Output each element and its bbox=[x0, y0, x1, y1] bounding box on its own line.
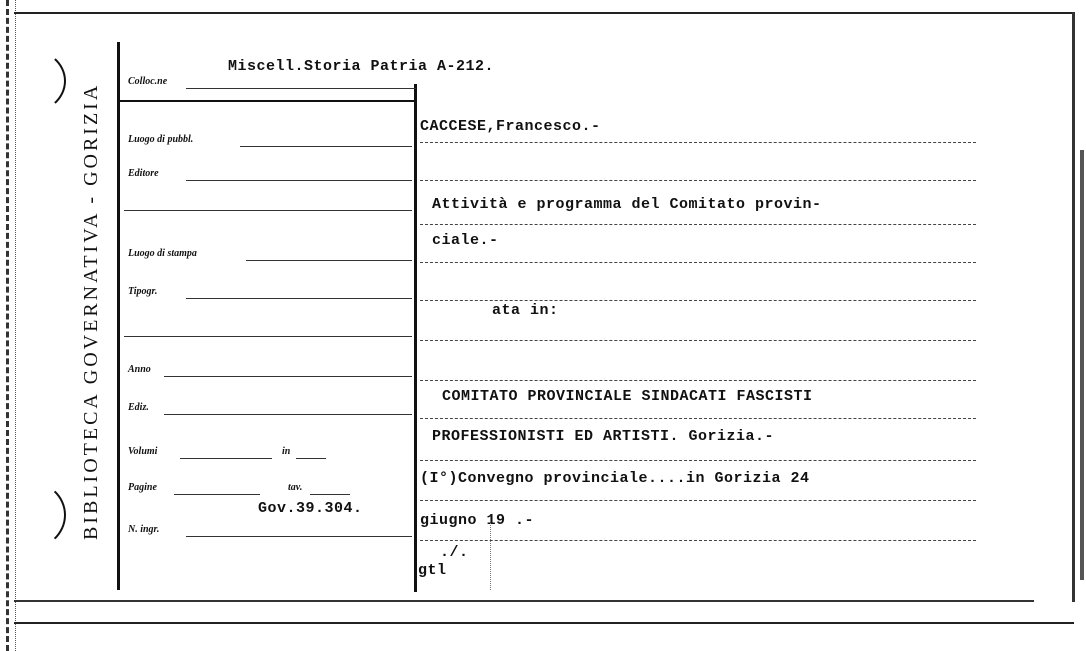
library-name-vertical: BIBLIOTECA GOVERNATIVA - GORIZIA bbox=[80, 82, 102, 540]
rule-collocazione bbox=[186, 88, 416, 89]
right-rule-9 bbox=[420, 460, 976, 461]
label-luogo-stampa: Luogo di stampa bbox=[128, 248, 197, 259]
rule-n-ingr bbox=[186, 536, 412, 537]
card-bottom-border bbox=[14, 600, 1034, 602]
label-tav: tav. bbox=[288, 482, 303, 493]
typed-title-line1: Attività e programma del Comitato provin- bbox=[432, 196, 822, 213]
next-card-top-border bbox=[14, 622, 1074, 624]
rule-tav bbox=[310, 494, 350, 495]
label-ediz: Ediz. bbox=[128, 402, 149, 413]
rule-editore-2 bbox=[124, 210, 412, 211]
card-right-border bbox=[1072, 12, 1075, 602]
punch-hole-top bbox=[0, 48, 66, 114]
label-tipogr: Tipogr. bbox=[128, 286, 158, 297]
card-right-shadow bbox=[1080, 150, 1084, 580]
typed-author: CACCESE,Francesco.- bbox=[420, 118, 601, 135]
label-editore: Editore bbox=[128, 168, 159, 179]
rule-ediz bbox=[164, 414, 412, 415]
right-rule-2 bbox=[420, 180, 976, 181]
typed-slash-mark: ./. bbox=[440, 544, 469, 561]
rule-editore bbox=[186, 180, 412, 181]
rule-luogo-stampa bbox=[246, 260, 412, 261]
rule-in bbox=[296, 458, 326, 459]
right-rule-6 bbox=[420, 340, 976, 341]
right-rule-10 bbox=[420, 500, 976, 501]
label-pagine: Pagine bbox=[128, 482, 157, 493]
typed-note-line1: (I°)Convegno provinciale....in Gorizia 24 bbox=[420, 470, 810, 487]
right-rule-7 bbox=[420, 380, 976, 381]
typed-stamp-prefix: ata in: bbox=[492, 302, 559, 319]
label-volumi: Volumi bbox=[128, 446, 158, 457]
rule-tipogr-2 bbox=[124, 336, 412, 337]
typed-publisher-line1: COMITATO PROVINCIALE SINDACATI FASCISTI bbox=[442, 388, 813, 405]
typed-initials: gtl bbox=[418, 562, 447, 579]
right-rule-5 bbox=[420, 300, 976, 301]
typed-note-line2: giugno 19 .- bbox=[420, 512, 535, 529]
faint-stamp-mark bbox=[490, 520, 551, 590]
rule-anno bbox=[164, 376, 412, 377]
typed-title-line2: ciale.- bbox=[432, 232, 499, 249]
label-in: in bbox=[282, 446, 291, 457]
rule-luogo-pubbl bbox=[240, 146, 412, 147]
typed-publisher-line2: PROFESSIONISTI ED ARTISTI. Gorizia.- bbox=[432, 428, 775, 445]
rule-volumi bbox=[180, 458, 272, 459]
middle-column-rule bbox=[414, 84, 417, 592]
rule-tipogr bbox=[186, 298, 412, 299]
label-collocazione: Colloc.ne bbox=[128, 76, 168, 87]
label-luogo-pubbl: Luogo di pubbl. bbox=[128, 134, 194, 145]
right-rule-1 bbox=[420, 142, 976, 143]
right-rule-4 bbox=[420, 262, 976, 263]
punch-hole-bottom bbox=[0, 480, 66, 550]
right-rule-8 bbox=[420, 418, 976, 419]
card-top-border bbox=[14, 12, 1074, 14]
label-n-ingr: N. ingr. bbox=[128, 524, 160, 535]
rule-pagine bbox=[174, 494, 260, 495]
collocation-underline bbox=[120, 100, 416, 102]
right-rule-3 bbox=[420, 224, 976, 225]
typed-collocazione: Miscell.Storia Patria A-212. bbox=[228, 58, 495, 75]
label-anno: Anno bbox=[128, 364, 151, 375]
typed-ingr-number: Gov.39.304. bbox=[258, 500, 363, 517]
left-column-rule bbox=[117, 42, 120, 590]
